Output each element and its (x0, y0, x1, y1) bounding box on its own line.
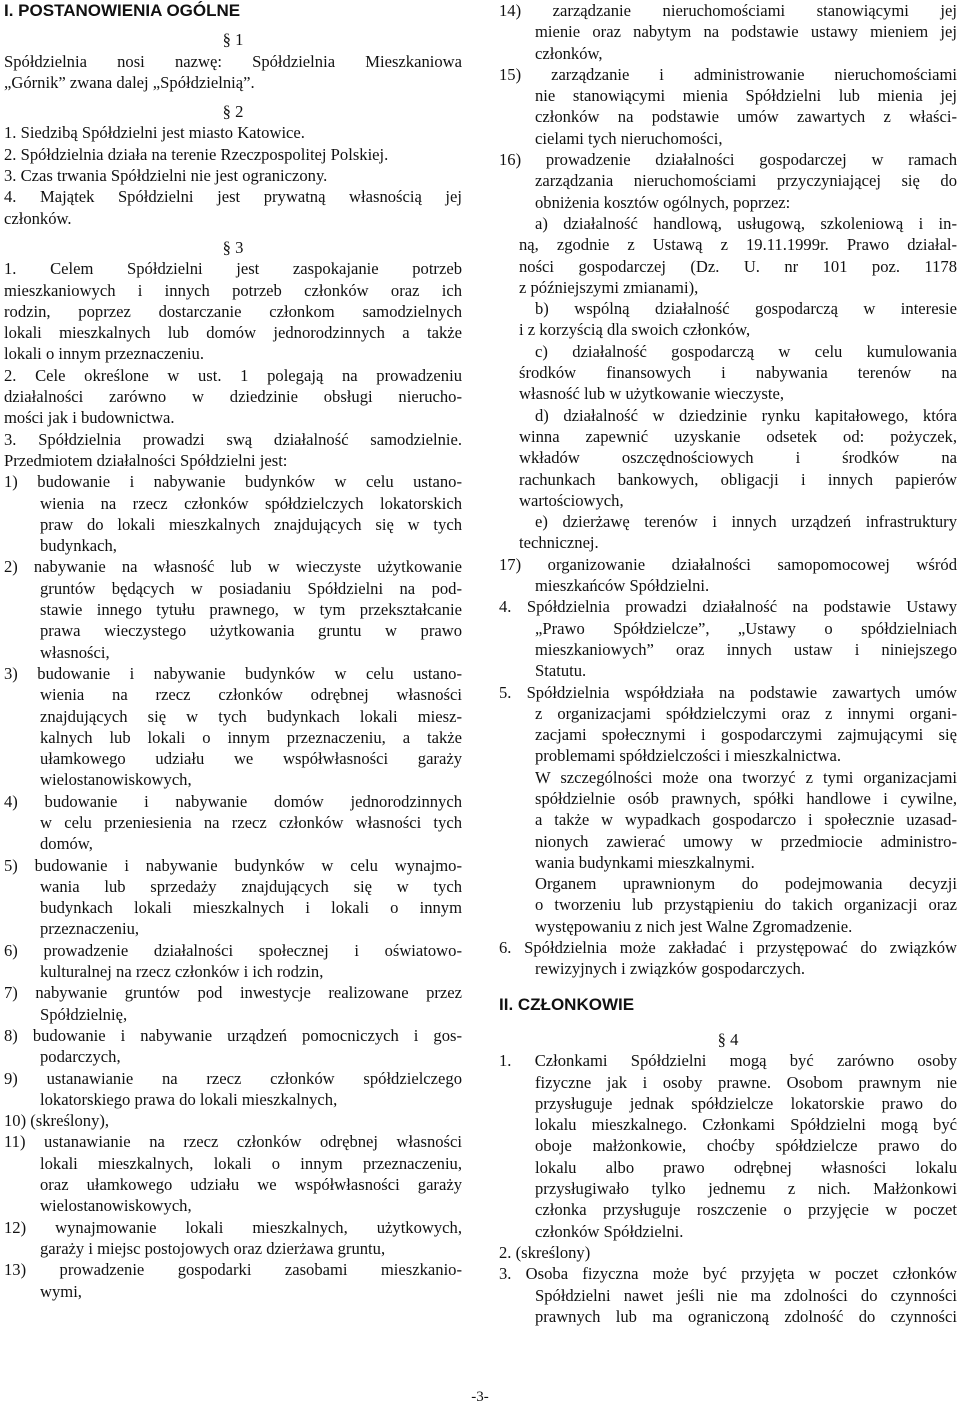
text-line: budynkach, (40, 536, 117, 556)
text-line: kulturalnej na rzecz członków i ich rodzin, (40, 962, 324, 982)
text-line: mienie oraz nabytym na podstawie ustawy mieniem jej (535, 22, 957, 42)
text-line: 15) zarządzanie i administrowanie nieruchomościami (499, 64, 957, 84)
text-line: 3) budowanie i nabywanie budynków w celu ustano- (4, 663, 462, 683)
text-line: występowaniu z nich jest Walne Zgromadzenie. (535, 916, 853, 936)
text-line: nionych zawierać umowy w przedmiocie administro- (535, 831, 957, 851)
text-line: a) działalność handlową, usługową, szkoleniową i in- (535, 213, 957, 233)
text-line: członków Spółdzielni. (535, 1221, 684, 1241)
text-line: 4. Majątek Spółdzielni jest prywatną własnością jej (4, 187, 462, 207)
text-line: w celu przeniesienia na rzecz członków własności tych (40, 812, 462, 832)
text-line: wielostanowiskowych, (40, 1196, 192, 1216)
text-line: 1) budowanie i nabywanie budynków w celu ustano- (4, 472, 462, 492)
spacer (499, 980, 957, 994)
text-line: członków na podstawie umów zawartych z właści- (535, 107, 957, 127)
text-line: lokalu albo prawo odrębnej własności lokalu (535, 1157, 957, 1177)
text-line: o tworzeniu lub przystąpieniu do takich organizacji oraz (535, 895, 957, 915)
text-line: ności gospodarczej (Dz. U. nr 101 poz. 1178 (519, 256, 957, 276)
text-line: Spółdzielni nawet jeśli nie ma zdolności do czynności (535, 1285, 957, 1305)
text-line: lokali mieszkalnych, lokali o innym przeznaczeniu, (40, 1153, 462, 1173)
text-line: wienia na rzecz członków odrębnej własności (40, 685, 462, 705)
text-line: zarządzania nieruchomościami przyczyniającej się do (535, 171, 957, 191)
text-line: 3. Czas trwania Spółdzielni nie jest ograniczony. (4, 166, 328, 186)
text-line: 10) (skreślony), (4, 1111, 110, 1131)
text-line: stawie innego tytułu prawnego, w tym przekształcanie (40, 600, 462, 620)
text-line: 6. Spółdzielnia może zakładać i przystępować do związków (499, 938, 957, 958)
text-line: prawa wieczystego użytkowania gruntu w prawo (40, 621, 462, 641)
text-line: „Prawo Spółdzielcze”, „Ustawy o spółdzielniach (535, 618, 957, 638)
spacer (4, 93, 462, 101)
text-line: budynkach lokali mieszkalnych i lokali o innym (40, 898, 462, 918)
text-line: winna zapewnić uzyskanie odsetek od: pożyczek, (519, 426, 957, 446)
spacer (4, 21, 462, 29)
text-line: W szczególności może ona tworzyć z tymi organizacjami (535, 767, 957, 787)
text-line: fizyczne jak i osoby prawne. Osobom prawnym nie (535, 1072, 957, 1092)
text-line: cielami tych nieruchomości, (535, 128, 723, 148)
text-line: przysługuje jednak spółdzielcze lokatorskie prawo do (535, 1093, 957, 1113)
paragraph-symbol-heading: § 1 (222, 30, 244, 50)
text-line: wymi, (40, 1281, 82, 1301)
text-line: wania lub sprzedaży znajdujących się w tych (40, 876, 462, 896)
text-line: mości jak i budownictwa. (4, 408, 175, 428)
text-line: wielostanowiskowych, (40, 770, 192, 790)
text-line: 2. Cele określone w ust. 1 polegają na prowadzeniu (4, 365, 462, 385)
text-line: członków, (535, 43, 603, 63)
text-line: 17) organizowanie działalności samopomocowej wśród (499, 554, 957, 574)
text-line: rodzin, poprzez dostarczanie członkom samodzielnych (4, 301, 462, 321)
text-line: wienia na rzecz członków spółdzielczych lokatorskich (40, 493, 462, 513)
text-line: wartościowych, (519, 490, 624, 510)
text-line: d) działalność w dziedzinie rynku kapitałowego, która (535, 405, 957, 425)
text-line: praw do lokali mieszkalnych znajdujących się w tych (40, 514, 462, 534)
text-line: technicznej. (519, 533, 599, 553)
text-line: mieszkaniowych i innych potrzeb członków oraz ich (4, 280, 462, 300)
text-line: Organem uprawnionym do podejmowania decyzji (535, 874, 957, 894)
text-line: mieszkaniowych” oraz innych ustaw i niniejszego (535, 639, 957, 659)
text-line: rachunkach bankowych, obligacji i innych papierów (519, 469, 957, 489)
text-line: Przedmiotem działalności Spółdzielni jest: (4, 450, 288, 470)
section-heading: I. POSTANOWIENIA OGÓLNE (4, 1, 241, 20)
text-line: obniżenia kosztów ogólnych, poprzez: (535, 192, 791, 212)
text-line: z organizacjami spółdzielczymi oraz z innymi organi- (535, 703, 957, 723)
text-line: członka przysługuje roszczenie o przyjęcie w poczet (535, 1200, 957, 1220)
right-column (499, 0, 957, 1327)
text-line: problemami spółdzielczości i mieszkalnictwa. (535, 746, 841, 766)
text-line: ną, zgodnie z Ustawą z 19.11.1999r. Prawo działal- (519, 235, 957, 255)
text-line: 3. Spółdzielnia prowadzi swą działalność samodzielnie. (4, 429, 462, 449)
text-line: prawnych lub ma ograniczoną zdolność do czynności (535, 1306, 957, 1326)
text-line: ułamkowego udziału we współwłasności garaży (40, 749, 462, 769)
text-line: lokali o innym przeznaczeniu. (4, 344, 204, 364)
text-line: znajdujących się w tych budynkach lokali miesz- (40, 706, 462, 726)
text-line: przeznaczeniu, (40, 919, 140, 939)
spacer (4, 229, 462, 237)
paragraph-symbol-heading: § 4 (717, 1029, 739, 1049)
text-line: gruntów będących w posiadaniu Spółdzielni na pod- (40, 578, 462, 598)
text-line: 7) nabywanie gruntów pod inwestycje realizowane przez (4, 983, 462, 1003)
text-line: 5) budowanie i nabywanie budynków w celu wynajmo- (4, 855, 462, 875)
paragraph-symbol-heading: § 2 (222, 102, 244, 122)
text-line: 14) zarządzanie nieruchomościami stanowiącymi jej (499, 1, 957, 20)
text-line: 2) nabywanie na własność lub w wieczyste użytkowanie (4, 557, 462, 577)
text-line: podarczych, (40, 1047, 121, 1067)
text-line: 8) budowanie i nabywanie urządzeń pomocniczych i gos- (4, 1025, 462, 1045)
text-line: nie stanowiącymi mienia Spółdzielni lub mienia jej (535, 86, 957, 106)
text-line: 1. Celem Spółdzielni jest zaspokajanie potrzeb (4, 259, 462, 279)
text-line: członków. (4, 208, 72, 228)
text-line: działalności zarówno w dziedzinie obsługi nierucho- (4, 387, 462, 407)
text-line: 13) prowadzenie gospodarki zasobami mieszkanio- (4, 1260, 462, 1280)
text-line: 6) prowadzenie działalności społecznej i oświatowo- (4, 940, 462, 960)
text-line: Spółdzielnia nosi nazwę: Spółdzielnia Mieszkaniowa (4, 51, 462, 71)
text-line: przysługiwało tylko jednemu z nich. Małżonkowi (535, 1179, 957, 1199)
text-line: c) działalność gospodarczą w celu kumulowania (535, 341, 957, 361)
text-line: środków finansowych i nabywania terenów na (519, 363, 957, 383)
paragraph-symbol-heading: § 3 (222, 237, 244, 257)
text-line: z późniejszymi zmianami), (519, 277, 699, 297)
text-line: 11) ustanawianie na rzecz członków odrębnej własności (4, 1132, 462, 1152)
text-line: rewizyjnych i związków gospodarczych. (535, 959, 806, 979)
text-line: mieszkańców Spółdzielni. (535, 576, 710, 596)
text-line: e) dzierżawę terenów i innych urządzeń infrastruktury (535, 512, 957, 532)
left-column (4, 0, 462, 1302)
text-line: oraz ułamkowego udziału we współwłasności garaży (40, 1175, 462, 1195)
text-line: 4. Spółdzielnia prowadzi działalność na podstawie Ustawy (499, 597, 957, 617)
text-line: garaży i miejsc postojowych oraz dzierżawa gruntu, (40, 1238, 386, 1258)
text-line: domów, (40, 834, 93, 854)
text-line: a także w wypadkach gospodarczo i społecznie uzasad- (535, 810, 957, 830)
text-line: spółdzielnie osób prawnych, spółki handlowe i cywilne, (535, 788, 957, 808)
text-line: i z korzyścią dla swoich członków, (519, 320, 751, 340)
text-line: lokali mieszkalnych lub domów jednorodzinnych a także (4, 323, 462, 343)
text-line: 3. Osoba fizyczna może być przyjęta w poczet członków (499, 1264, 957, 1284)
text-line: 2. (skreślony) (499, 1242, 591, 1262)
text-line: 4) budowanie i nabywanie domów jednorodzinnych (4, 791, 462, 811)
text-line: lokatorskiego prawa do lokali mieszkalnych, (40, 1089, 338, 1109)
spacer (499, 1015, 957, 1029)
text-line: 12) wynajmowanie lokali mieszkalnych, użytkowych, (4, 1217, 462, 1237)
text-line: 2. Spółdzielnia działa na terenie Rzeczpospolitej Polskiej. (4, 144, 389, 164)
section-heading: II. CZŁONKOWIE (499, 994, 635, 1014)
text-line: Spółdzielnię, (40, 1004, 128, 1024)
text-line: 1. Członkami Spółdzielni mogą być zarówno osoby (499, 1051, 957, 1071)
text-line: 9) ustanawianie na rzecz członków spółdzielczego (4, 1068, 462, 1088)
text-line: b) wspólną działalność gospodarczą w interesie (535, 299, 957, 319)
text-line: kalnych lub lokali o innym przeznaczeniu, a także (40, 727, 462, 747)
text-line: wkładów oszczędnościowych i środków na (519, 448, 957, 468)
text-line: oboje małżonkowie, choćby spółdzielcze prawo do (535, 1136, 957, 1156)
text-line: 5. Spółdzielnia współdziała na podstawie zawartych umów (499, 682, 957, 702)
text-line: własność lub w użytkowanie wieczyste, (519, 384, 784, 404)
text-line: zacjami społecznymi i gospodarczymi zajmującymi się (535, 725, 957, 745)
text-line: własności, (40, 642, 110, 662)
text-line: lokalu mieszkalnego. Członkami Spółdzielni mogą być (535, 1115, 957, 1135)
text-line: Statutu. (535, 661, 587, 681)
text-line: 1. Siedzibą Spółdzielni jest miasto Katowice. (4, 123, 305, 143)
text-line: wania budynkami mieszkalnymi. (535, 852, 755, 872)
text-line: 16) prowadzenie działalności gospodarczej w ramach (499, 150, 957, 170)
page-number: -3- (471, 1389, 489, 1405)
text-line: „Górnik” zwana dalej „Spółdzielnią”. (4, 72, 255, 92)
